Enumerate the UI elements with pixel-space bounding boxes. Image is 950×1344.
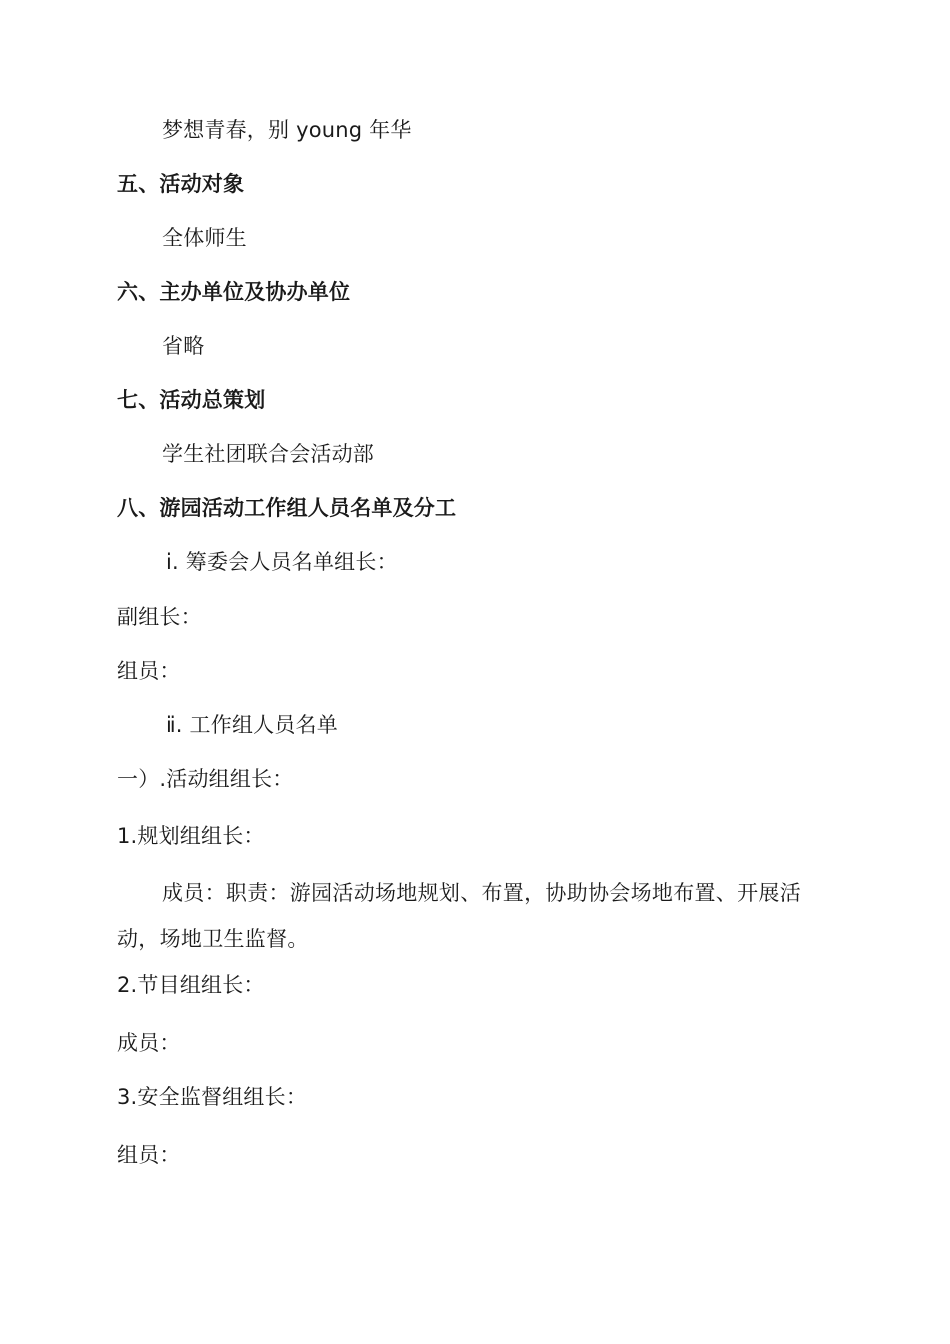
safety-group-members: 组员： — [117, 1143, 181, 1167]
section-7-heading: 七、活动总策划 — [117, 388, 266, 412]
program-group-members: 成员： — [117, 1031, 181, 1055]
safety-group-leader: 3.安全监督组组长： — [117, 1085, 308, 1109]
committee-title: ⅰ. 筹委会人员名单组长： — [166, 550, 398, 574]
planning-group-duties: 成员：职责：游园活动场地规划、布置，协助协会场地布置、开展活动，场地卫生监督。 — [117, 881, 801, 951]
workgroups-title: ⅱ. 工作组人员名单 — [166, 713, 338, 737]
section-5-heading: 五、活动对象 — [117, 172, 245, 196]
planning-group-leader: 1.规划组组长： — [117, 824, 265, 848]
section-5-body: 全体师生 — [162, 226, 247, 250]
committee-members: 组员： — [117, 659, 181, 683]
committee-vice-leader: 副组长： — [117, 605, 202, 629]
section-7-body: 学生社团联合会活动部 — [162, 442, 374, 466]
section-6-body: 省略 — [162, 334, 205, 358]
section-6-heading: 六、主办单位及协办单位 — [117, 280, 351, 304]
slogan-text: 梦想青春，别 young 年华 — [162, 118, 412, 142]
section-8-heading: 八、游园活动工作组人员名单及分工 — [117, 496, 457, 520]
program-group-leader: 2.节目组组长： — [117, 973, 265, 997]
activity-group-leader: 一）.活动组组长： — [117, 767, 294, 791]
